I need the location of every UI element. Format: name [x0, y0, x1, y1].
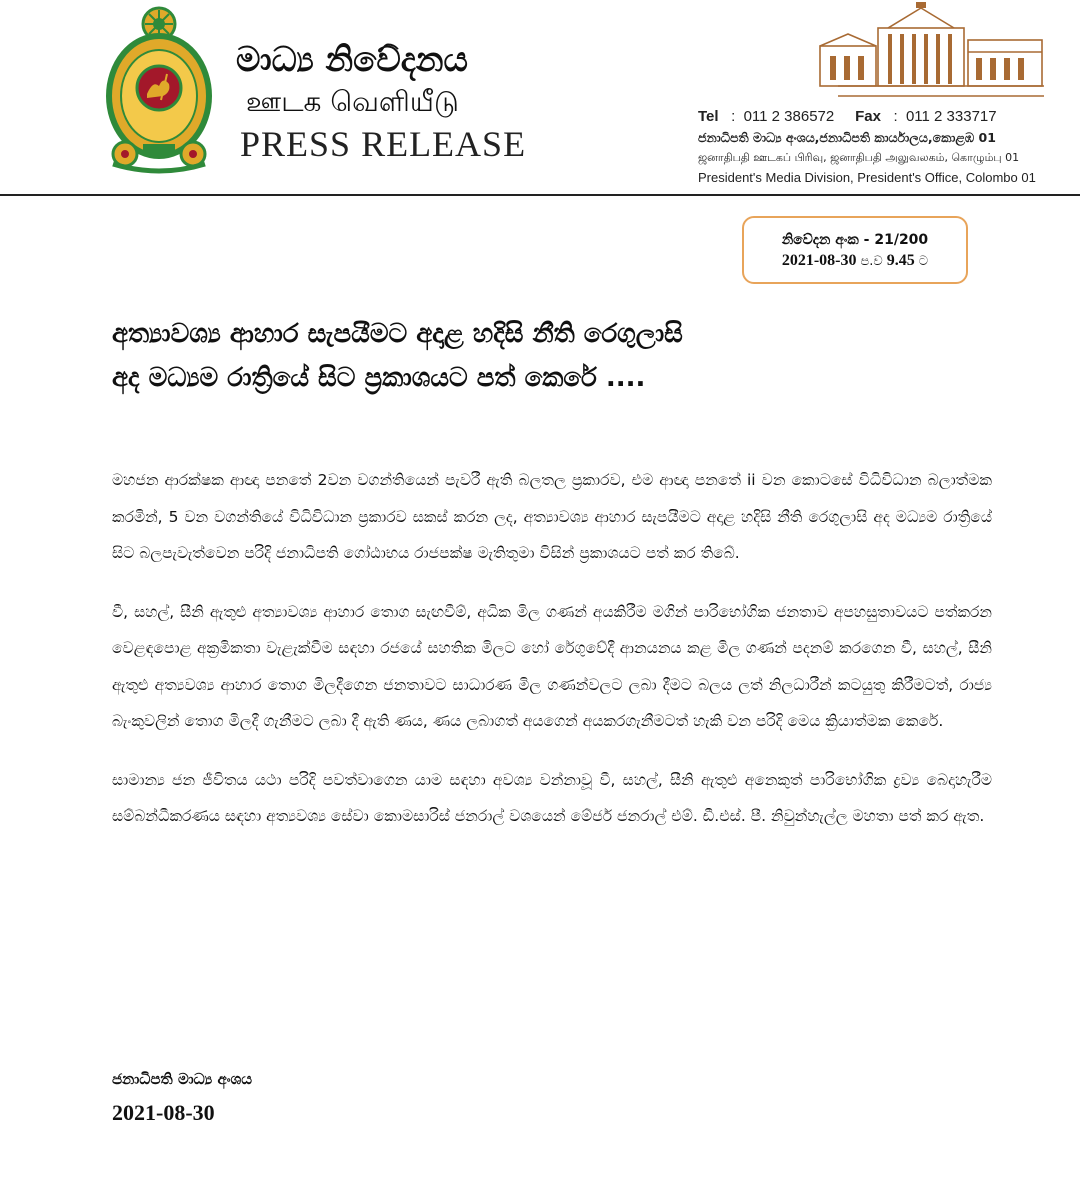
title-line-2: අද මධ්‍යම රාත්‍රියේ සිට ප්‍රකාශයට පත් කෙරේ .... — [112, 363, 646, 393]
body-paragraph-2: වී, සහල්, සීනි ඇතුළු අත්‍යාවශ්‍ය ආහාර තොග සැඟවීම්, අධික මිල ගණන් අයකිරීම මගින් පාරිභෝගික ජනතාව අපහසුතාවයට පත්කරන වෙළඳපොළ අක්‍රමිකතා වැළැක්වීම සඳහා රජයේ සහතික මිලට හෝ රේගුවේදී ආනයනය කළ මිල ගණන් පදනම් කරගෙන වී, සහල්, සීනි ඇතුළු අත්‍යවශ්‍ය ආහාර තොග මිලදීගෙන ජනතාවට සාධාරණ මිල ගණන්වලට ලබා දීමට බලය ලත් නිලධාරීන් කටයුතු කිරීමටත්, රාජ්‍ය බැංකුවලින් තොග මිලදී ගැනීමට ලබා දී ඇති ණය, ණය ලබාගත් අයගෙන් අයකරගැනීමටත් හැකි වන පරිදි මෙය ක්‍රියාත්මක කෙරේ. — [112, 602, 992, 730]
presidents-office-building-icon — [818, 0, 1044, 100]
tel-label: Tel — [698, 108, 719, 125]
title-line-1: අත්‍යාවශ්‍ය ආහාර සැපයීමට අදාළ හදිසි නීති රෙගුලාසි — [112, 319, 683, 349]
brand-sinhala: මාධ්‍ය නිවේදනය — [236, 40, 468, 80]
tel-number: 011 2 386572 — [743, 108, 835, 125]
signature-block — [112, 1064, 252, 1128]
reference-box — [742, 216, 968, 284]
press-release-title — [112, 312, 992, 400]
sri-lanka-emblem-icon — [103, 4, 215, 174]
reference-time-suffix: ට — [918, 254, 929, 269]
press-release-body — [112, 462, 992, 857]
address-tamil: ஜனாதிபதி ஊடகப் பிரிவு, ஜனாதிபதி அலுவலகம், கொழும்பு 01 — [698, 151, 1020, 164]
reference-time-prefix: ප.ව — [860, 254, 883, 269]
fax-number: 011 2 333717 — [905, 108, 997, 125]
body-paragraph-1: මහජන ආරක්ෂක ආඥා පනතේ 2වන වගන්තියෙන් පැවරී ඇති බලතල ප්‍රකාරව, එම ආඥා පනතේ ii වන කොටසේ විධිවිධාන බලාත්මක කරමින්, 5 වන වගන්තියේ විධිවිධාන ප්‍රකාරව සකස් කරන ලද, අත්‍යාවශ්‍ය ආහාර සැපයීමට අදාළ හදිසි නීති රෙගුලාසි අද මධ්‍යම රාත්‍රියේ සිට බලපැවැත්වෙන පරිදි ජනාධිපති ගෝඨාභය රාජපක්ෂ මැතිතුමා විසින් ප්‍රකාශයට පත් කර තිබේ. — [112, 471, 992, 562]
signature-date: 2021-08-30 — [112, 1100, 215, 1125]
address-sinhala: ජනාධිපති මාධ්‍ය අංශය,ජනාධිපති කාර්යාලය,කොළඹ 01 — [698, 130, 996, 145]
brand-english: PRESS RELEASE — [240, 124, 527, 164]
reference-time: 9.45 — [886, 252, 915, 269]
reference-date: 2021-08-30 — [781, 252, 857, 269]
fax-label: Fax — [855, 108, 881, 125]
body-paragraph-3: සාමාන්‍ය ජන ජීවිතය යථා පරිදි පවත්වාගෙන යාම සඳහා අවශ්‍ය වන්නාවූ වී, සහල්, සීනි ඇතුළු අනෙකුත් පාරිභෝගික ද්‍රව්‍ය බෙදාහැරීම සම්බන්ධීකරණය සඳහා අත්‍යවශ්‍ය සේවා කොමසාරිස් ජනරාල් වශයෙන් මේජර් ජනරාල් එම්. ඩී.එස්. පී. නිවුන්හැල්ල මහතා පත් කර ඇත. — [112, 770, 992, 825]
signature-office: ජනාධිපති මාධ්‍ය අංශය — [112, 1070, 253, 1088]
contact-block — [698, 106, 1058, 188]
reference-datetime — [744, 250, 966, 273]
address-english: President's Media Division, President's Office, Colombo 01 — [698, 170, 1036, 185]
reference-number: නිවේදන අංක - 21/200 — [781, 232, 929, 248]
brand-tamil: ஊடக வெளியீடு — [246, 85, 459, 118]
brand-block — [236, 38, 526, 166]
phone-fax-line: Tel : 011 2 386572 Fax : 011 2 333717 — [698, 108, 997, 125]
header-divider — [0, 194, 1080, 196]
